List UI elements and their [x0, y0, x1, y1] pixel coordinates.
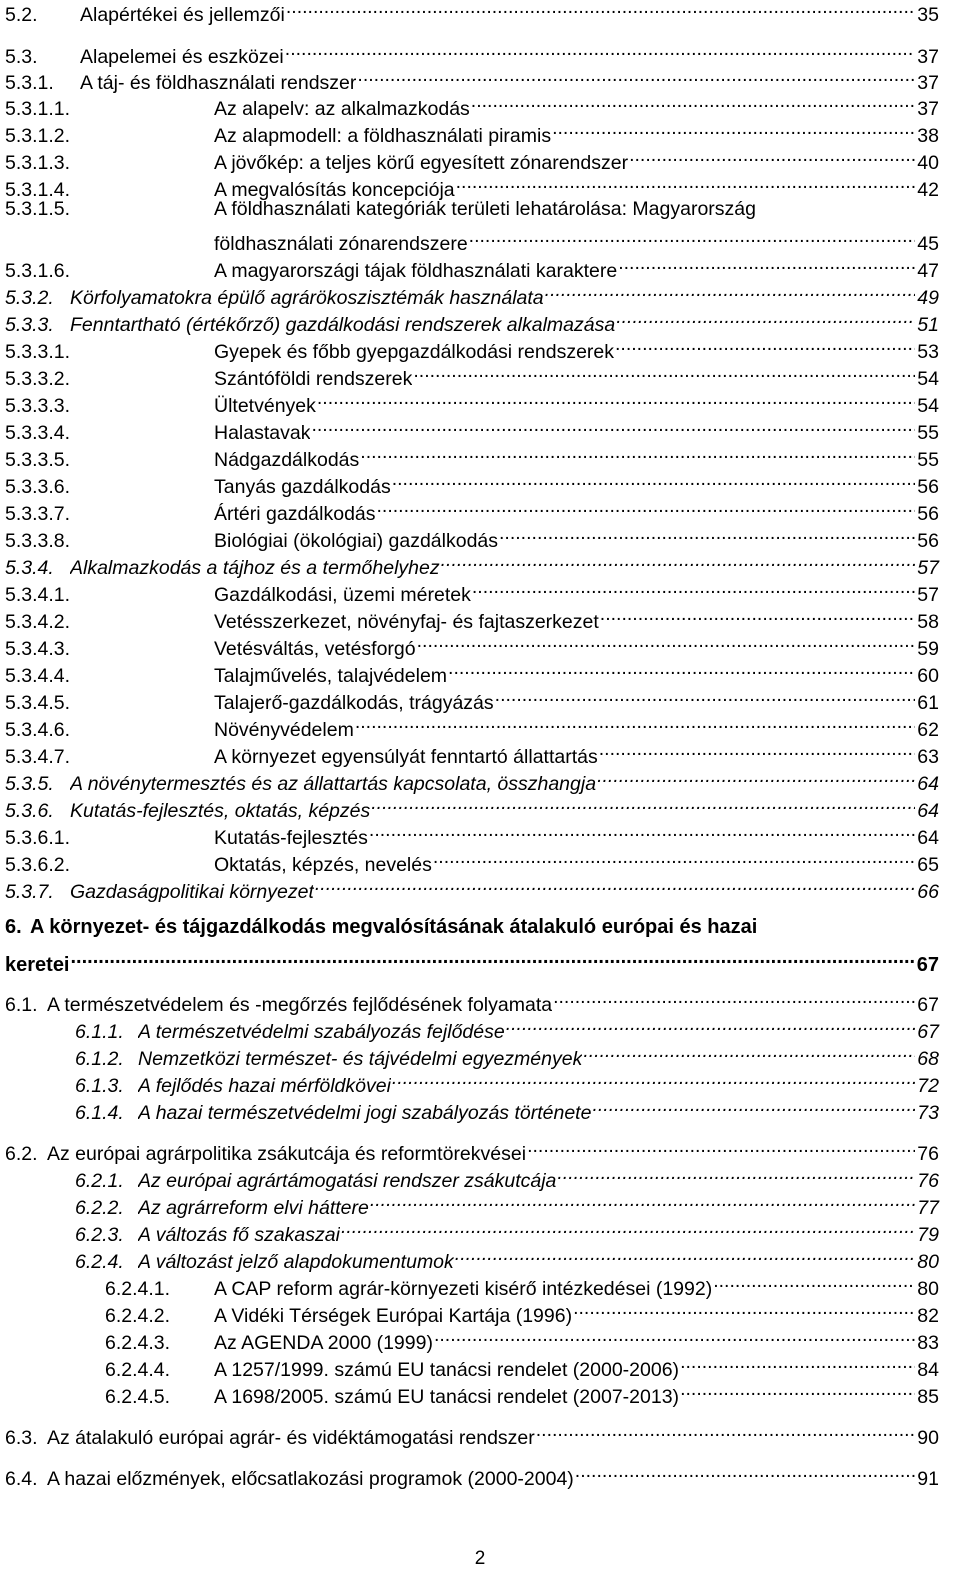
toc-entry-title: Kutatás-fejlesztés, oktatás, képzés: [70, 800, 371, 822]
toc-entry-number: 6.1.1.: [75, 1021, 124, 1043]
toc-entry-title: A fejlődés hazai mérföldkövei: [138, 1075, 391, 1097]
toc-entry[interactable]: [5, 789, 939, 822]
toc-entry-page: 80: [917, 1251, 939, 1273]
toc-entry-title: Az alapelv: az alkalmazkodás: [214, 98, 470, 120]
toc-entry-number: 5.3.3.2.: [5, 368, 71, 390]
toc-entry[interactable]: [75, 1064, 939, 1097]
toc-entry-title: Ártéri gazdálkodás: [214, 503, 376, 525]
toc-entry-page: 56: [917, 476, 939, 498]
dot-leader: [618, 249, 915, 277]
page-number: 2: [474, 1548, 486, 1569]
toc-entry-number: 5.3.4.7.: [5, 746, 71, 768]
toc-entry-number: 5.3.1.1.: [5, 98, 71, 120]
toc-entry-number: 6.2.4.2.: [105, 1305, 171, 1327]
dot-leader: [552, 114, 915, 142]
toc-entry-number: 6.4.: [5, 1468, 38, 1490]
toc-entry-title: Gyepek és főbb gyepgazdálkodási rendszerek: [214, 341, 614, 363]
dot-leader: [360, 438, 915, 466]
toc-entry-title: A jövőkép: a teljes körű egyesített zónarendszer: [214, 152, 629, 174]
toc-entry-number: 5.3.6.1.: [5, 827, 71, 849]
toc-entry-title: A hazai természetvédelmi jogi szabályozás története: [138, 1102, 592, 1124]
toc-entry-title: Biológiai (ökológiai) gazdálkodás: [214, 530, 499, 552]
toc-entry-page: 42: [917, 179, 939, 201]
toc-entry[interactable]: [5, 708, 939, 741]
dot-leader: [495, 681, 916, 709]
toc-entry-page: 65: [917, 854, 939, 876]
toc-entry-number: 5.3.3.: [5, 314, 54, 336]
toc-entry-page: 85: [917, 1386, 939, 1408]
toc-entry-title: A hazai előzmények, előcsatlakozási programok (2000-2004): [47, 1468, 574, 1490]
toc-entry-title: Növényvédelem: [214, 719, 354, 741]
toc-entry[interactable]: [5, 600, 939, 633]
toc-entry-number: 5.3.1.2.: [5, 125, 71, 147]
toc-entry-page: 67: [916, 954, 939, 976]
dot-leader: [317, 384, 915, 412]
toc-entry[interactable]: [105, 1321, 939, 1354]
toc-entry-title: A magyarországi tájak földhasználati karaktere: [214, 260, 618, 282]
toc-entry[interactable]: [5, 276, 939, 309]
toc-entry[interactable]: [5, 843, 939, 876]
toc-entry-number: 5.3.4.2.: [5, 611, 71, 633]
toc-entry[interactable]: [5, 303, 939, 336]
toc-entry[interactable]: [5, 546, 939, 579]
toc-entry-number: 5.3.4.1.: [5, 584, 71, 606]
toc-entry-page: 72: [917, 1075, 939, 1097]
toc-entry[interactable]: [5, 492, 939, 525]
toc-entry-title: Halastavak: [214, 422, 311, 444]
toc-entry-number: 6.1.2.: [75, 1048, 124, 1070]
dot-leader: [441, 546, 916, 574]
toc-entry-page: 77: [917, 1197, 939, 1219]
toc-entry-title: Vetésváltás, vetésforgó: [214, 638, 416, 660]
toc-entry[interactable]: [5, 1416, 939, 1449]
dot-leader: [680, 1348, 915, 1376]
toc-entry-title: Alkalmazkodás a tájhoz és a termőhelyhez: [70, 557, 440, 579]
toc-entry[interactable]: [75, 1091, 939, 1124]
toc-entry-title: keretei: [5, 954, 70, 976]
toc-chapter[interactable]: [5, 943, 939, 976]
toc-entry-title: Kutatás-fejlesztés: [214, 827, 368, 849]
toc-entry[interactable]: [5, 735, 939, 768]
toc-entry-page: 91: [917, 1468, 939, 1490]
toc-entry[interactable]: [75, 1037, 939, 1070]
toc-entry-title: A változást jelző alapdokumentumok: [138, 1251, 454, 1273]
toc-entry-title: Alapelemei és eszközei: [80, 46, 284, 68]
toc-entry-page: 35: [917, 4, 939, 26]
toc-entry-number: 5.3.3.8.: [5, 530, 71, 552]
toc-entry-title: Fenntartható (értékőrző) gazdálkodási rendszerek alkalmazása: [70, 314, 616, 336]
toc-entry-title: A környezet egyensúlyát fenntartó állattartás: [214, 746, 598, 768]
toc-entry[interactable]: [5, 0, 939, 26]
toc-entry-number: 6.2.: [5, 1143, 38, 1165]
toc-entry-number: 6.3.: [5, 1427, 38, 1449]
toc-entry-page: 53: [917, 341, 939, 363]
toc-entry-page: 54: [917, 395, 939, 417]
toc-entry-number: 6.2.1.: [75, 1170, 124, 1192]
toc-entry-number: 5.3.5.: [5, 773, 54, 795]
dot-leader: [472, 573, 915, 601]
toc-entry-page: 76: [917, 1143, 939, 1165]
dot-leader: [592, 1091, 915, 1119]
dot-leader: [471, 87, 916, 115]
toc-entry[interactable]: [5, 465, 939, 498]
toc-entry-number: 5.3.7.: [5, 881, 54, 903]
toc-entry-number: 5.2.: [5, 4, 38, 26]
toc-entry[interactable]: [5, 168, 939, 201]
toc-entry-title: A CAP reform agrár-környezeti kisérő intézkedései (1992): [214, 1278, 713, 1300]
toc-entry-page: 47: [917, 260, 939, 282]
toc-entry-page: 66: [917, 881, 939, 903]
toc-entry[interactable]: [5, 141, 939, 174]
toc-entry[interactable]: [5, 762, 939, 795]
dot-leader: [417, 627, 916, 655]
toc-entry-title: A természetvédelem és -megőrzés fejlődésének folyamata: [47, 994, 553, 1016]
dot-leader: [371, 789, 915, 817]
toc-entry-page: 57: [917, 557, 939, 579]
dot-leader: [616, 303, 915, 331]
toc-entry-title: Nemzetközi természet- és tájvédelmi egyezmények: [138, 1048, 583, 1070]
toc-entry-title: A Vidéki Térségek Európai Kartája (1996): [214, 1305, 573, 1327]
toc-entry-title: A táj- és földhasználati rendszer: [80, 72, 357, 94]
toc-entry-number: 5.3.1.: [5, 72, 54, 94]
toc-entry-number: 5.3.3.4.: [5, 422, 71, 444]
toc-entry-title: Talajerő-gazdálkodás, trágyázás: [214, 692, 494, 714]
dot-leader: [392, 465, 916, 493]
toc-entry-page: 49: [917, 287, 939, 309]
toc-entry-title: Az alapmodell: a földhasználati piramis: [214, 125, 552, 147]
toc-entry-number: 5.3.1.3.: [5, 152, 71, 174]
dot-leader: [583, 1037, 915, 1065]
dot-leader: [599, 735, 916, 763]
toc-entry-title: Az átalakuló európai agrár- és vidéktámogatási rendszer: [47, 1427, 535, 1449]
toc-entry-page: 67: [917, 994, 939, 1016]
dot-leader: [311, 411, 915, 439]
toc-entry[interactable]: [105, 1294, 939, 1327]
toc-entry-number: 6.: [5, 916, 22, 938]
toc-entry-page: 60: [917, 665, 939, 687]
toc-entry-number: 6.2.2.: [75, 1197, 124, 1219]
toc-entry-title: Gazdaságpolitikai környezet: [70, 881, 314, 903]
toc-entry-page: 54: [917, 368, 939, 390]
toc-entry-number: 6.1.4.: [75, 1102, 124, 1124]
toc-entry-number: 6.1.: [5, 994, 38, 1016]
dot-leader: [575, 1457, 916, 1485]
toc-entry-page: 59: [917, 638, 939, 660]
toc-entry-title: Talajművelés, talajvédelem: [214, 665, 448, 687]
dot-leader: [71, 943, 915, 971]
dot-leader: [680, 1375, 915, 1403]
toc-entry-page: 64: [917, 800, 939, 822]
toc-entry-title-line1: A földhasználati kategóriák területi lehatárolása: Magyarország: [214, 198, 756, 220]
toc-entry-number: 5.3.3.5.: [5, 449, 71, 471]
toc-entry-number: 5.3.4.3.: [5, 638, 71, 660]
toc-entry-number: 5.3.4.: [5, 557, 54, 579]
dot-leader: [370, 1186, 915, 1214]
toc-entry-number: 6.2.4.5.: [105, 1386, 171, 1408]
dot-leader: [536, 1416, 916, 1444]
toc-entry-number: 5.3.4.5.: [5, 692, 71, 714]
toc-entry-page: 51: [917, 314, 939, 336]
dot-leader: [499, 519, 915, 547]
toc-entry[interactable]: [5, 1457, 939, 1490]
toc-entry[interactable]: [5, 681, 939, 714]
toc-entry-page: 56: [917, 530, 939, 552]
toc-entry-page: 58: [917, 611, 939, 633]
toc-entry-page: 45: [917, 233, 939, 255]
toc-entry-title: Körfolyamatokra épülő agrárökoszisztémák használata: [70, 287, 544, 309]
dot-leader: [456, 168, 916, 196]
toc-entry[interactable]: [5, 384, 939, 417]
toc-entry-title: Az AGENDA 2000 (1999): [214, 1332, 433, 1354]
dot-leader: [713, 1267, 915, 1295]
toc-entry-title: Alapértékei és jellemzői: [80, 4, 285, 26]
toc-entry[interactable]: [5, 816, 939, 849]
dot-leader: [553, 983, 915, 1011]
toc-entry-page: 67: [917, 1021, 939, 1043]
toc-entry[interactable]: [5, 519, 939, 552]
dot-leader: [369, 816, 915, 844]
toc-entry[interactable]: [75, 1159, 939, 1192]
toc-entry-page: 62: [917, 719, 939, 741]
dot-leader: [545, 276, 916, 304]
dot-leader: [573, 1294, 915, 1322]
toc-entry-title: Oktatás, képzés, nevelés: [214, 854, 432, 876]
toc-entry-title: A változás fő szakaszai: [138, 1224, 340, 1246]
dot-leader: [315, 870, 915, 898]
toc-entry[interactable]: [5, 35, 939, 68]
toc-entry-page: 61: [917, 692, 939, 714]
toc-entry-page: 55: [917, 449, 939, 471]
dot-leader: [392, 1064, 915, 1092]
toc-entry[interactable]: [214, 222, 939, 255]
toc-entry-title: Szántóföldi rendszerek: [214, 368, 413, 390]
toc-entry-title: földhasználati zónarendszere: [214, 233, 468, 255]
toc-entry-number: 5.3.2.: [5, 287, 54, 309]
toc-entry[interactable]: [105, 1267, 939, 1300]
toc-entry-page: 37: [917, 46, 939, 68]
dot-leader: [355, 708, 915, 736]
toc-entry-line1[interactable]: [5, 195, 939, 223]
toc-entry-page: 64: [917, 773, 939, 795]
toc-entry-title: Az európai agrárpolitika zsákutcája és reformtörekvései: [47, 1143, 527, 1165]
toc-entry-number: 5.3.1.5.: [5, 198, 71, 220]
toc-entry[interactable]: [5, 1132, 939, 1165]
toc-entry-title: Nádgazdálkodás: [214, 449, 360, 471]
dot-leader: [527, 1132, 915, 1160]
toc-entry-number: 5.3.6.: [5, 800, 54, 822]
toc-entry-number: 5.3.4.4.: [5, 665, 71, 687]
toc-entry-page: 55: [917, 422, 939, 444]
toc-entry[interactable]: [5, 114, 939, 147]
dot-leader: [615, 330, 915, 358]
dot-leader: [286, 0, 915, 21]
toc-entry-title: Gazdálkodási, üzemi méretek: [214, 584, 471, 606]
toc-entry-page: 73: [917, 1102, 939, 1124]
toc-entry-page: 80: [917, 1278, 939, 1300]
toc-entry[interactable]: [105, 1375, 939, 1408]
dot-leader: [506, 1010, 916, 1038]
dot-leader: [357, 61, 915, 89]
toc-entry-number: 5.3.3.7.: [5, 503, 71, 525]
toc-entry-page: 57: [917, 584, 939, 606]
toc-entry-page: 64: [917, 827, 939, 849]
toc-entry[interactable]: [5, 330, 939, 363]
dot-leader: [455, 1240, 916, 1268]
toc-entry-page: 68: [917, 1048, 939, 1070]
toc-entry[interactable]: [105, 1348, 939, 1381]
toc-entry-number: 6.2.4.: [75, 1251, 124, 1273]
toc-entry[interactable]: [5, 983, 939, 1016]
toc-entry[interactable]: [5, 249, 939, 282]
toc-entry[interactable]: [5, 438, 939, 471]
dot-leader: [629, 141, 915, 169]
toc-entry-number: 5.3.1.6.: [5, 260, 71, 282]
toc-entry-title: A növénytermesztés és az állattartás kapcsolata, összhangja: [70, 773, 597, 795]
toc-entry[interactable]: [5, 87, 939, 120]
dot-leader: [377, 492, 916, 520]
toc-entry[interactable]: [5, 61, 939, 94]
dot-leader: [600, 600, 916, 628]
toc-entry-page: 37: [917, 72, 939, 94]
toc-entry-number: 5.3.3.6.: [5, 476, 71, 498]
dot-leader: [341, 1213, 915, 1241]
toc-entry[interactable]: [75, 1240, 939, 1273]
toc-entry[interactable]: [75, 1213, 939, 1246]
toc-entry-page: 37: [917, 98, 939, 120]
toc-entry-page: 76: [917, 1170, 939, 1192]
toc-entry-page: 56: [917, 503, 939, 525]
toc-entry[interactable]: [5, 357, 939, 390]
toc-entry-number: 5.3.1.4.: [5, 179, 71, 201]
dot-leader: [448, 654, 915, 682]
toc-entry[interactable]: [5, 870, 939, 903]
toc-entry-number: 6.2.3.: [75, 1224, 124, 1246]
toc-entry-number: 5.3.6.2.: [5, 854, 71, 876]
toc-entry-number: 6.1.3.: [75, 1075, 124, 1097]
toc-entry-title: Ültetvények: [214, 395, 316, 417]
toc-entry-title: Vetésszerkezet, növényfaj- és fajtaszerkezet: [214, 611, 599, 633]
toc-entry-title: A 1257/1999. számú EU tanácsi rendelet (2000-2006): [214, 1359, 680, 1381]
toc-entry-number: 5.3.4.6.: [5, 719, 71, 741]
toc-entry-title-line1: A környezet- és tájgazdálkodás megvalósításának átalakuló európai és hazai: [30, 916, 758, 938]
dot-leader: [434, 1321, 915, 1349]
toc-entry-number: 5.3.3.3.: [5, 395, 71, 417]
toc-entry-page: 63: [917, 746, 939, 768]
toc-entry[interactable]: [5, 627, 939, 660]
toc-entry-page: 82: [917, 1305, 939, 1327]
dot-leader: [413, 357, 915, 385]
toc-entry-page: 40: [917, 152, 939, 174]
toc-entry-page: 90: [917, 1427, 939, 1449]
toc-entry-title: Az európai agrártámogatási rendszer zsákutcája: [138, 1170, 557, 1192]
dot-leader: [433, 843, 915, 871]
toc-entry-number: 6.2.4.4.: [105, 1359, 171, 1381]
toc-entry-page: 79: [917, 1224, 939, 1246]
toc-entry-title: Az agrárreform elvi háttere: [138, 1197, 369, 1219]
dot-leader: [285, 35, 916, 63]
toc-entry-page: 38: [917, 125, 939, 147]
toc-entry[interactable]: [75, 1010, 939, 1043]
toc-entry[interactable]: [5, 654, 939, 687]
toc-entry-title: Tanyás gazdálkodás: [214, 476, 391, 498]
toc-entry-title: A természetvédelmi szabályozás fejlődése: [138, 1021, 505, 1043]
toc-entry-number: 5.3.: [5, 46, 38, 68]
toc-entry-number: 6.2.4.1.: [105, 1278, 171, 1300]
toc-chapter-line1[interactable]: [5, 913, 939, 941]
toc-entry-page: 84: [917, 1359, 939, 1381]
toc-entry[interactable]: [75, 1186, 939, 1219]
toc-entry-page: 83: [917, 1332, 939, 1354]
toc-entry-title: A 1698/2005. számú EU tanácsi rendelet (2007-2013): [214, 1386, 680, 1408]
dot-leader: [557, 1159, 915, 1187]
toc-entry-number: 6.2.4.3.: [105, 1332, 171, 1354]
toc-entry-title: A megvalósítás koncepciója: [214, 179, 455, 201]
dot-leader: [597, 762, 915, 790]
toc-entry-number: 5.3.3.1.: [5, 341, 71, 363]
toc-entry[interactable]: [5, 411, 939, 444]
dot-leader: [469, 222, 916, 250]
toc-entry[interactable]: [5, 573, 939, 606]
